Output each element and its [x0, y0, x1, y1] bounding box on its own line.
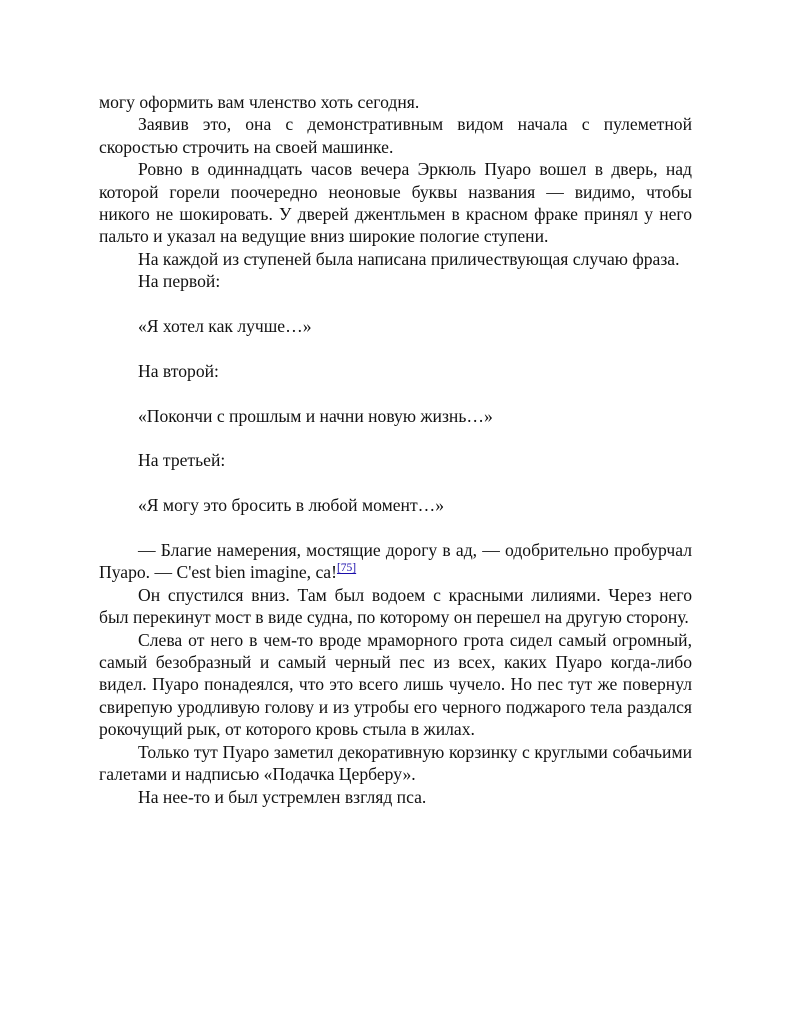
- dialogue-text: — Благие намерения, мостящие дорогу в ад, — одобрительно пробурчал Пуаро. — C'est bien imagine, ca!: [99, 540, 692, 583]
- inscription-quote: «Покончи с прошлым и начни новую жизнь…»: [138, 405, 493, 426]
- paragraph: На второй:: [138, 360, 219, 381]
- paragraph: На первой:: [138, 271, 221, 292]
- paragraph: На третьей:: [138, 450, 226, 471]
- paragraph: На каждой из ступеней была написана приличествующая случаю фраза.: [138, 248, 680, 269]
- paragraph: Он спустился вниз. Там был водоем с красными лилиями. Через него был перекинут мост в виде судна, по которому он перешел на другую сторону.: [99, 584, 692, 628]
- paragraph: Только тут Пуаро заметил декоративную корзинку с круглыми собачьими галетами и надписью «Подачка Церберу».: [99, 741, 692, 785]
- paragraph: [99, 539, 692, 584]
- paragraph: На нее-то и был устремлен взгляд пса.: [138, 786, 427, 807]
- paragraph: могу оформить вам членство хоть сегодня.: [99, 92, 420, 112]
- inscription-quote: «Я могу это бросить в любой момент…»: [138, 495, 445, 516]
- paragraph: Ровно в одиннадцать часов вечера Эркюль Пуаро вошел в дверь, над которой горели поочередно неоновые буквы названия — видимо, чтобы никого не шокировать. У дверей джентльмен в красном фраке принял у него пальто и указал на ведущие вниз широкие пологие ступени.: [99, 159, 692, 247]
- footnote-link[interactable]: [75]: [336, 562, 357, 575]
- inscription-quote: «Я хотел как лучше…»: [138, 316, 312, 337]
- book-page: [99, 91, 692, 808]
- paragraph: Заявив это, она с демонстративным видом начала с пулеметной скоростью строчить на своей машинке.: [99, 114, 692, 157]
- paragraph: Слева от него в чем-то вроде мраморного грота сидел самый огромный, самый безобразный и самый черный пес из всех, каких Пуаро когда-либо видел. Пуаро понадеялся, что это всего лишь чучело. Но пес тут же повернул свирепую уродливую голову и из утробы его черного поджарого тела раздался рокочущий рык, от которого кровь стыла в жилах.: [99, 629, 692, 740]
